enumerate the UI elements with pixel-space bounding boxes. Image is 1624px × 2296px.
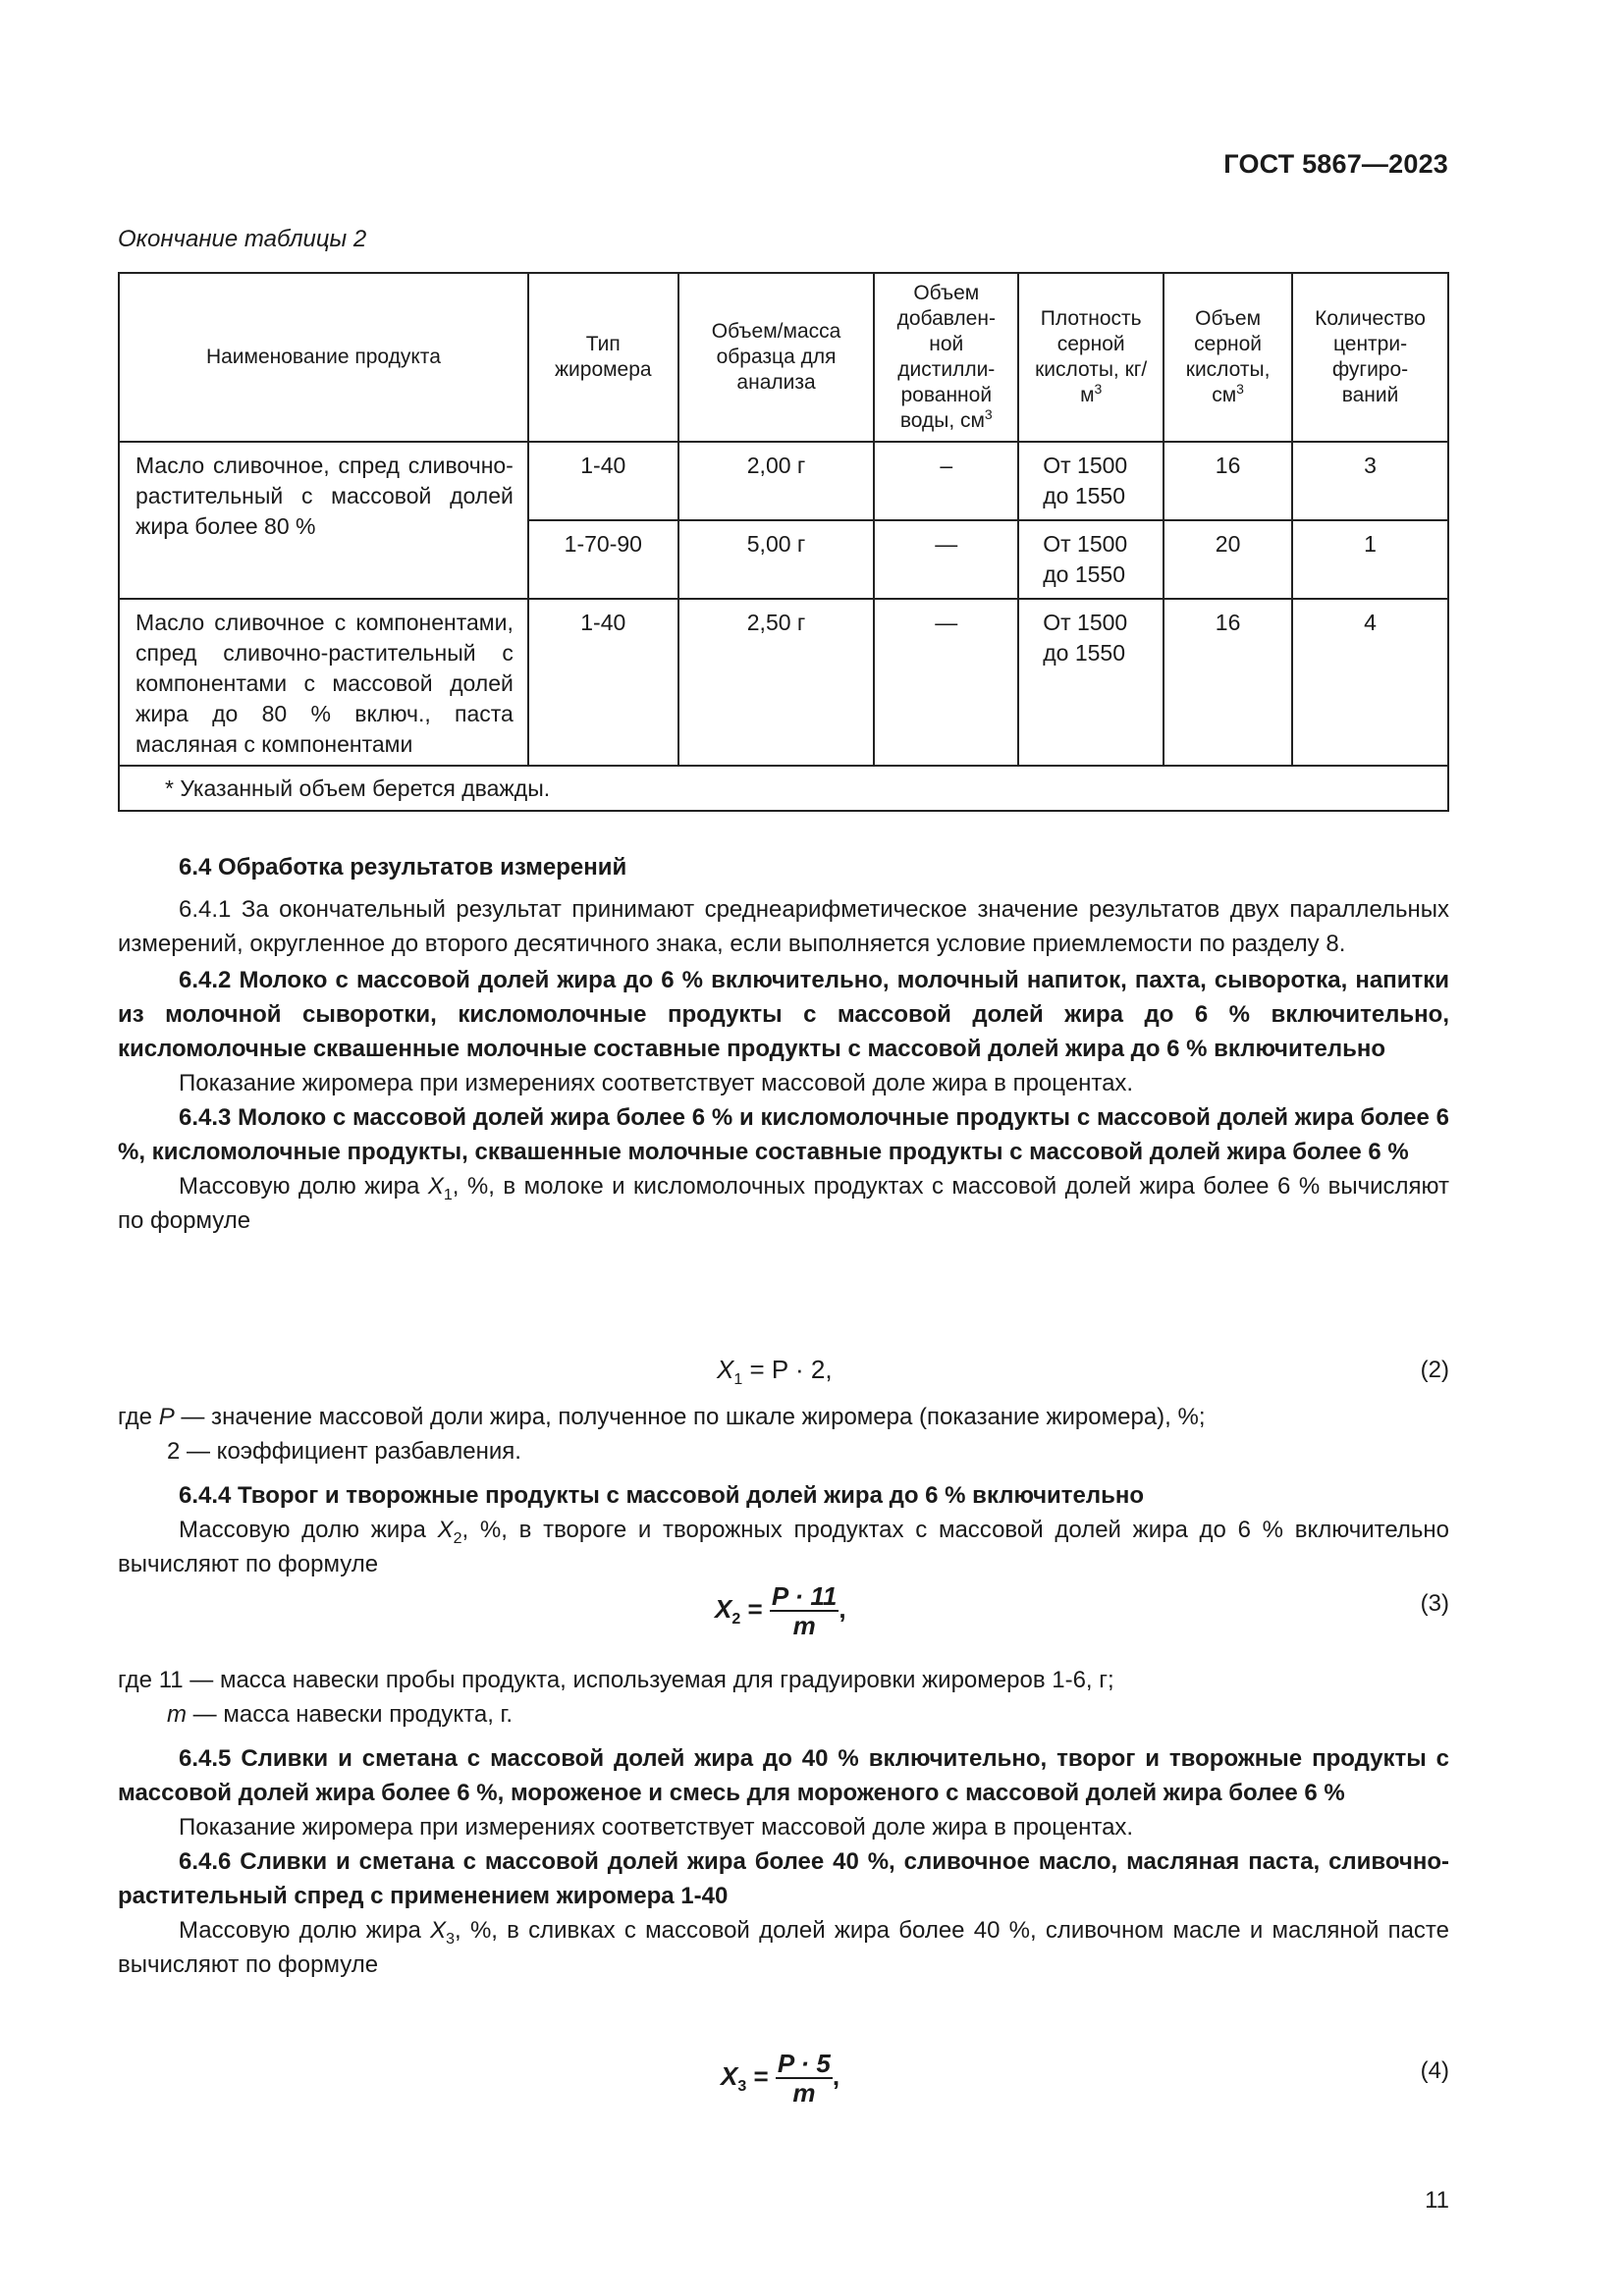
legend-m: m — масса навески продукта, г. [167, 1701, 514, 1728]
formula-3-number: (3) [1420, 1590, 1449, 1617]
formula-3-fraction: $\frac{P \cdot 11}{m}$ [771, 1581, 838, 1640]
table-cell: 1 [1292, 520, 1448, 599]
table-footnote: * Указанный объем берется дважды. [119, 766, 1448, 811]
table-cell: 1-70-90 [528, 520, 678, 599]
heading-6-4-4: 6.4.4 Творог и творожные продукты с массовой долей жира до 6 % включительно [179, 1482, 1145, 1509]
col-header-acid-volume: Объем серной кислоты, $см^3$ [1164, 273, 1292, 442]
product-name-cell: Масло сливочное с компонентами, спред сливочно-растительный с компонентами с массовой долей жира до 80 % включ., паста масляная с компонентами [119, 599, 528, 766]
formula-4-fraction: $\frac{P \cdot 5}{m}$ [777, 2049, 831, 2108]
formula-2: $X_1 = P \cdot 2$, [717, 1355, 833, 1389]
paragraph-6-4-2: Показание жиромера при измерениях соответствует массовой доле жира в процентах. [179, 1070, 1134, 1096]
formula-4-number: (4) [1420, 2057, 1449, 2084]
section-6-4 [118, 850, 1449, 1238]
formula-4: $X_3$ = $\frac{P \cdot 5}{m}$ , [721, 2049, 840, 2108]
table-2 [118, 272, 1449, 812]
legend-p: где P — значение массовой доли жира, полученное по шкале жиромера (показание жиромера), %; [118, 1404, 1206, 1430]
table-cell: 16 [1164, 442, 1292, 520]
heading-6-4-2: 6.4.2 Молоко с массовой долей жира до 6 % включительно, молочный напиток, пахта, сыворотка, напитки из молочной сыворотки, кисломолочные продукты с массовой долей жира до 6 % включительно, кисломолочные сквашенные молочные составные продукты с массовой долей жира до 6 % включительно [118, 967, 1449, 1062]
paragraph-6-4-6: Массовую долю жира $X_3$, %, в сливках с массовой долей жира более 40 %, сливочном масле и масляной пасте вычисляют по формуле [118, 1917, 1449, 1978]
heading-6-4-6: 6.4.6 Сливки и сметана с массовой долей жира более 40 %, сливочное масло, масляная паста, сливочно-растительный спред с применением жиромера 1-40 [118, 1848, 1449, 1909]
table-cell: 4 [1292, 599, 1448, 766]
col-header-density: Плотность серной кислоты, $кг/м^3$ [1018, 273, 1164, 442]
product-name-cell: Масло сливочное, спред сливочно-растительный с массовой долей жира более 80 % [119, 442, 528, 599]
table-cell: От 1500 до 1550 [1018, 520, 1164, 599]
table-cell: От 1500 до 1550 [1018, 442, 1164, 520]
formula-2-number: (2) [1420, 1357, 1449, 1383]
table-cell: От 1500 до 1550 [1018, 599, 1164, 766]
paragraph-6-4-5: Показание жиромера при измерениях соответствует массовой доле жира в процентах. [179, 1814, 1134, 1841]
table-caption: Окончание таблицы 2 [118, 226, 367, 252]
col-header-sample: Объем/масса образца для анализа [678, 273, 875, 442]
formula-2-legend [118, 1400, 1449, 1581]
table-header-row [119, 273, 1448, 442]
col-header-water: Объем добавлен-ной дистилли-рованной воды, $см^3$ [874, 273, 1018, 442]
table-cell: 5,00 г [678, 520, 875, 599]
legend-11: где 11 — масса навески пробы продукта, используемая для градуировки жиромеров 1-6, г; [118, 1667, 1114, 1693]
table-cell: 1-40 [528, 599, 678, 766]
page-number: 11 [1425, 2187, 1449, 2214]
col-header-product: Наименование продукта [119, 273, 528, 442]
paragraph-6-4-1: 6.4.1 За окончательный результат принимают среднеарифметическое значение результатов двух параллельных измерений, округленное до второго десятичного знака, если выполняется условие приемлемости по разделу 8. [118, 896, 1449, 957]
paragraph-6-4-3: Массовую долю жира $X_1$, %, в молоке и кисломолочных продуктах с массовой долей жира более 6 % вычисляют по формуле [118, 1173, 1450, 1234]
heading-6-4-5: 6.4.5 Сливки и сметана с массовой долей жира до 40 % включительно, творог и творожные продукты с массовой долей жира более 6 %, мороженое и смесь для мороженого с массовой долей жира более 6 % [118, 1745, 1449, 1806]
paragraph-6-4-4: Массовую долю жира $X_2$, %, в твороге и творожных продуктах с массовой долей жира до 6 % включительно вычисляют по формуле [118, 1517, 1449, 1577]
table-cell: — [874, 520, 1018, 599]
formula-3: $X_2$ = $\frac{P \cdot 11}{m}$ , [715, 1581, 846, 1640]
formula-3-legend [118, 1663, 1449, 1982]
section-title: 6.4 Обработка результатов измерений [179, 854, 627, 881]
legend-2: 2 — коэффициент разбавления. [167, 1438, 521, 1465]
table-cell: 20 [1164, 520, 1292, 599]
standard-header: ГОСТ 5867—2023 [1223, 149, 1448, 179]
table-cell: – [874, 442, 1018, 520]
table-cell: 2,50 г [678, 599, 875, 766]
table-cell: 1-40 [528, 442, 678, 520]
col-header-centrifuge: Количество центри-фугиро-ваний [1292, 273, 1448, 442]
table-row [119, 599, 1448, 766]
table-cell: 16 [1164, 599, 1292, 766]
table-cell: 2,00 г [678, 442, 875, 520]
table-cell: — [874, 599, 1018, 766]
heading-6-4-3: 6.4.3 Молоко с массовой долей жира более 6 % и кисломолочные продукты с массовой долей жира более 6 %, кисломолочные продукты, сквашенные молочные составные продукты с массовой долей жира более 6 % [118, 1104, 1449, 1165]
col-header-type: Тип жиромера [528, 273, 678, 442]
table-row [119, 442, 1448, 520]
table-footnote-row [119, 766, 1448, 811]
table-cell: 3 [1292, 442, 1448, 520]
